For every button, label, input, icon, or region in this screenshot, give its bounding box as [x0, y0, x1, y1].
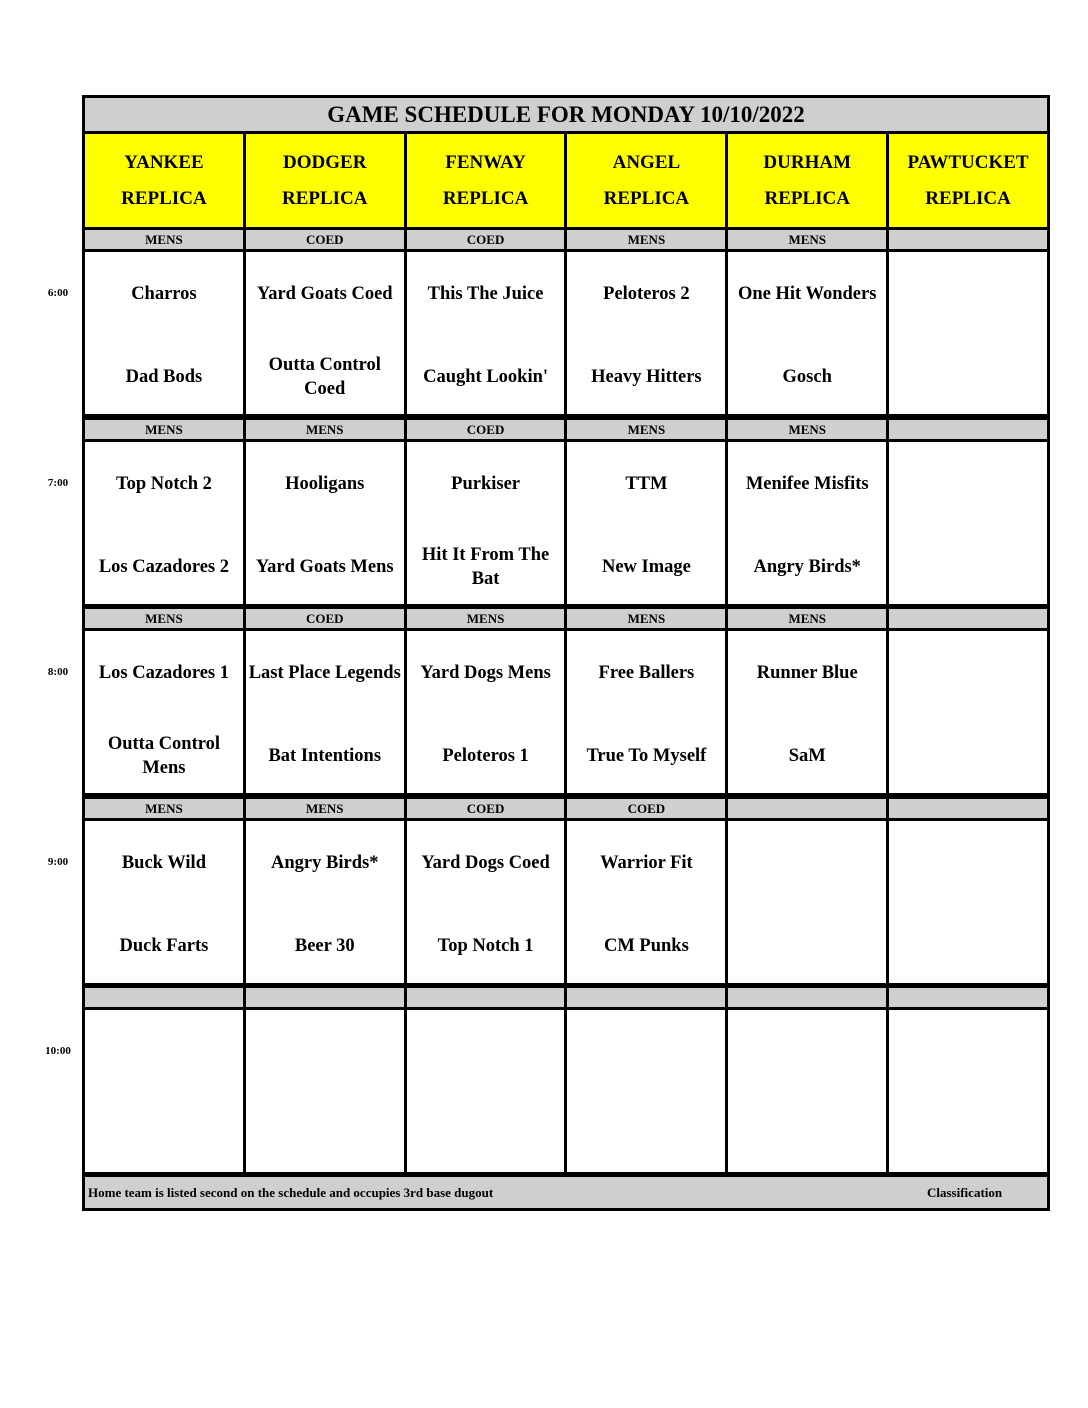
away-team [87, 1027, 241, 1077]
game-row [85, 631, 1047, 793]
home-team [891, 1110, 1045, 1160]
classification-cell [889, 799, 1047, 818]
classification-cell [567, 988, 725, 1007]
game-cell [728, 821, 886, 983]
home-team [248, 1110, 402, 1160]
home-team: Gosch [782, 367, 832, 387]
home-team: Top Notch 1 [437, 936, 534, 956]
classification-cell: MENS [85, 230, 243, 249]
classification-cell: COED [407, 420, 565, 439]
away-team [730, 1027, 884, 1077]
away-team [569, 1027, 723, 1077]
game-cell [889, 442, 1047, 604]
home-team: New Image [601, 557, 691, 577]
time-slot [85, 799, 1047, 983]
away-team: Top Notch 2 [115, 474, 212, 494]
classification-cell: MENS [246, 420, 404, 439]
classification-cell: MENS [407, 609, 565, 628]
field-name: PAWTUCKET [907, 151, 1029, 173]
home-team: Caught Lookin' [423, 367, 549, 387]
field-type: REPLICA [281, 187, 368, 209]
classification-cell [889, 230, 1047, 249]
game-cell [85, 442, 243, 604]
field-type: REPLICA [764, 187, 850, 209]
classification-cell [407, 988, 565, 1007]
time-label: 8:00 [47, 666, 69, 678]
game-cell [407, 631, 565, 793]
classification-cell [85, 988, 243, 1007]
game-cell [407, 1010, 565, 1172]
away-team: Last Place Legends [248, 663, 401, 683]
away-team: Yard Goats Coed [256, 284, 393, 304]
classification-cell [889, 988, 1047, 1007]
classification-row [85, 230, 1047, 249]
away-team: TTM [625, 474, 668, 494]
game-cell [567, 821, 725, 983]
game-cell [246, 1010, 404, 1172]
field-header-row [85, 134, 1047, 227]
field-header-yankee [85, 134, 243, 227]
classification-cell: MENS [728, 609, 886, 628]
away-team [891, 1027, 1045, 1077]
home-team: Beer 30 [294, 936, 355, 956]
time-slot [85, 230, 1047, 414]
classification-cell: COED [246, 230, 404, 249]
game-cell [246, 821, 404, 983]
field-name: DURHAM [763, 151, 852, 173]
game-cell [246, 252, 404, 414]
classification-cell: COED [407, 230, 565, 249]
away-team: Buck Wild [121, 853, 206, 873]
home-team: SaM [788, 746, 826, 766]
home-team: True To Myself [586, 746, 707, 766]
classification-cell [246, 988, 404, 1007]
field-header-fenway [407, 134, 565, 227]
home-team: Outta Control Mens [107, 734, 221, 778]
home-team [891, 352, 1045, 402]
time-label: 10:00 [45, 1045, 71, 1057]
game-cell [407, 252, 565, 414]
away-team: One Hit Wonders [738, 284, 877, 304]
home-team: Los Cazadores 2 [98, 557, 229, 577]
away-team: Los Cazadores 1 [98, 663, 229, 683]
classification-cell [728, 988, 886, 1007]
game-row [85, 252, 1047, 414]
game-cell [246, 631, 404, 793]
home-team: Heavy Hitters [591, 367, 702, 387]
game-row [85, 1010, 1047, 1172]
game-cell [567, 442, 725, 604]
home-team: Duck Farts [119, 936, 209, 956]
game-cell [246, 442, 404, 604]
field-type: REPLICA [925, 187, 1011, 209]
game-cell [407, 821, 565, 983]
away-team: Yard Dogs Coed [421, 853, 550, 873]
time-slot [85, 420, 1047, 604]
away-team [409, 1027, 563, 1077]
away-team: Menifee Misfits [745, 474, 869, 494]
classification-cell: COED [246, 609, 404, 628]
classification-cell: MENS [85, 799, 243, 818]
classification-cell: MENS [567, 420, 725, 439]
time-label: 9:00 [47, 856, 69, 868]
classification-cell [889, 420, 1047, 439]
footer-row [85, 1177, 1047, 1208]
game-cell [728, 631, 886, 793]
home-team-note: Home team is listed second on the schedule and occupies 3rd base dugout [88, 1185, 494, 1200]
classification-cell: MENS [85, 609, 243, 628]
home-team: Peloteros 1 [442, 746, 529, 766]
classification-row [85, 799, 1047, 818]
away-team: Free Ballers [598, 663, 695, 683]
away-team: Charros [131, 284, 197, 304]
classification-row [85, 609, 1047, 628]
game-cell [889, 1010, 1047, 1172]
away-team: Purkiser [451, 474, 520, 494]
classification-cell: COED [567, 799, 725, 818]
classification-cell: COED [407, 799, 565, 818]
away-team: Yard Dogs Mens [420, 663, 551, 683]
game-row [85, 442, 1047, 604]
field-name: FENWAY [445, 151, 526, 173]
game-cell [728, 252, 886, 414]
field-name: ANGEL [612, 151, 681, 173]
away-team [891, 269, 1045, 319]
away-team: Angry Birds* [271, 853, 379, 873]
home-team [891, 542, 1045, 592]
classification-label: Classification [927, 1185, 1003, 1200]
field-type: REPLICA [442, 187, 529, 209]
classification-cell: MENS [567, 609, 725, 628]
classification-row [85, 420, 1047, 439]
home-team [409, 1110, 563, 1160]
time-slot [85, 609, 1047, 793]
classification-cell [728, 799, 886, 818]
away-team: Runner Blue [756, 663, 858, 683]
home-team [891, 921, 1045, 971]
schedule-table [82, 95, 1050, 1211]
field-header-dodger [246, 134, 404, 227]
game-cell [85, 631, 243, 793]
away-team: Hooligans [285, 474, 365, 494]
game-cell [85, 252, 243, 414]
classification-cell: MENS [728, 420, 886, 439]
away-team [891, 648, 1045, 698]
game-cell [85, 821, 243, 983]
game-row [85, 821, 1047, 983]
field-type: REPLICA [121, 187, 207, 209]
classification-cell: MENS [728, 230, 886, 249]
time-label: 7:00 [47, 477, 69, 489]
home-team [730, 1110, 884, 1160]
game-cell [567, 252, 725, 414]
game-cell [407, 442, 565, 604]
field-header-pawtucket [889, 134, 1047, 227]
field-header-angel [567, 134, 725, 227]
time-slot [85, 988, 1047, 1172]
schedule-title: GAME SCHEDULE FOR MONDAY 10/10/2022 [85, 98, 1047, 131]
home-team [730, 921, 884, 971]
classification-row [85, 988, 1047, 1007]
classification-cell: MENS [85, 420, 243, 439]
home-team [891, 731, 1045, 781]
game-cell [85, 1010, 243, 1172]
classification-cell: MENS [246, 799, 404, 818]
field-name: DODGER [283, 151, 367, 173]
game-cell [889, 821, 1047, 983]
classification-cell: MENS [567, 230, 725, 249]
game-cell [567, 631, 725, 793]
away-team: This The Juice [427, 284, 544, 304]
away-team: Warrior Fit [600, 853, 693, 873]
away-team [891, 838, 1045, 888]
away-team [891, 459, 1045, 509]
home-team: Outta Control Coed [268, 355, 381, 399]
home-team: Dad Bods [125, 367, 203, 387]
away-team: Peloteros 2 [603, 284, 690, 304]
field-type: REPLICA [603, 187, 690, 209]
home-team [87, 1110, 241, 1160]
field-header-durham [728, 134, 886, 227]
classification-cell [889, 609, 1047, 628]
game-cell [889, 631, 1047, 793]
home-team: Yard Goats Mens [255, 557, 394, 577]
time-label: 6:00 [47, 287, 69, 299]
home-team: Hit It From The Bat [421, 545, 550, 589]
game-cell [889, 252, 1047, 414]
game-cell [728, 442, 886, 604]
field-name: YANKEE [124, 151, 204, 173]
home-team: Bat Intentions [268, 746, 382, 766]
game-cell [567, 1010, 725, 1172]
home-team [569, 1110, 723, 1160]
away-team [248, 1027, 402, 1077]
game-cell [728, 1010, 886, 1172]
home-team: Angry Birds* [753, 557, 861, 577]
home-team: CM Punks [603, 936, 689, 956]
away-team [730, 838, 884, 888]
